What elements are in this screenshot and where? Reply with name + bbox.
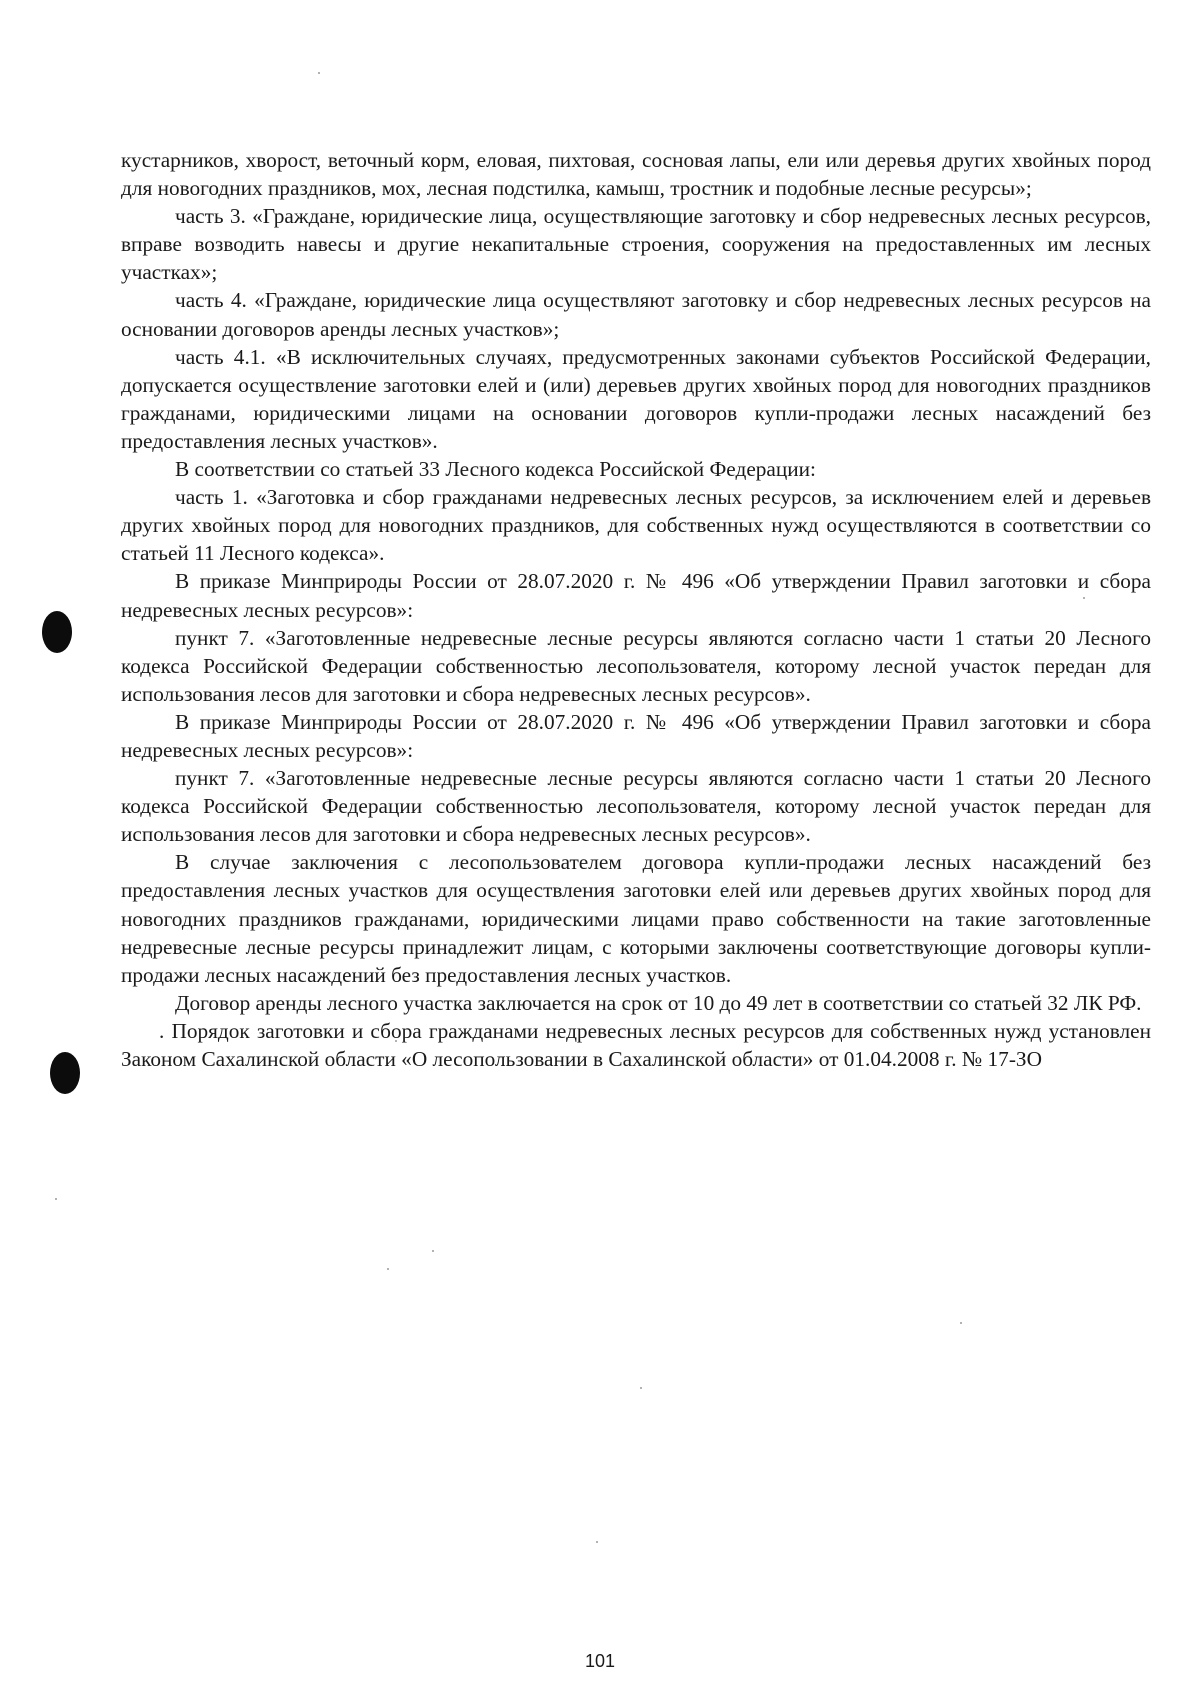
scan-speck [387,1268,389,1270]
punch-hole-mark [50,1052,80,1094]
paragraph: В приказе Минприроды России от 28.07.2020 г. № 496 «Об утверждении Правил заготовки и сбора недревесных лесных ресурсов»: [121,709,1151,762]
page-number: 101 [584,1651,616,1671]
scan-speck [596,1541,598,1543]
paragraph: В соответствии со статьей 33 Лесного кодекса Российской Федерации: [175,457,816,482]
paragraph: часть 1. «Заготовка и сбор гражданами недревесных лесных ресурсов, за исключением елей и деревьев других хвойных пород для новогодних праздников, для собственных нужд осуществляются в соответствии со статьей 11 Лесного кодекса». [121,485,1151,566]
paragraph: пункт 7. «Заготовленные недревесные лесные ресурсы являются согласно части 1 статьи 20 Лесного кодекса Российской Федерации собственностью лесопользователя, которому лесной участок передан для использования лесов для заготовки и сбора недревесных лесных ресурсов». [121,766,1151,847]
scan-speck [960,1322,962,1324]
scan-speck [640,1387,642,1389]
paragraph: часть 4. «Граждане, юридические лица осуществляют заготовку и сбор недревесных лесных ресурсов на основании договоров аренды лесных участков»; [121,288,1151,341]
paragraph: кустарников, хворост, веточный корм, еловая, пихтовая, сосновая лапы, ели или деревья других хвойных пород для новогодних праздников, мох, лесная подстилка, камыш, тростник и подобные лесные ресурсы»; [121,148,1151,201]
scan-speck [432,1250,434,1252]
paragraph: часть 4.1. «В исключительных случаях, предусмотренных законами субъектов Российской Федерации, допускается осуществление заготовки елей и (или) деревьев других хвойных пород для новогодних праздников гражданами, юридическими лицами на основании договоров купли-продажи лесных насаждений без предоставления лесных участков». [121,344,1151,453]
paragraph: В случае заключения с лесопользователем договора купли-продажи лесных насаждений без предоставления лесных участков для осуществления заготовки елей или деревьев других хвойных пород для новогодних праздников гражданами, юридическими лицами право собственности на такие заготовленные недревесные лесные ресурсы принадлежит лицам, с которыми заключены соответствующие договоры купли-продажи лесных насаждений без предоставления лесных участков. [121,850,1151,987]
body-text [121,146,1151,1073]
scan-speck [55,1198,57,1200]
paragraph: В приказе Минприроды России от 28.07.2020 г. № 496 «Об утверждении Правил заготовки и сбора недревесных лесных ресурсов»: [121,569,1151,622]
paragraph: . Порядок заготовки и сбора гражданами недревесных лесных ресурсов для собственных нужд установлен Законом Сахалинской области «О лесопользовании в Сахалинской области» от 01.04.2008 г. № 17-ЗО [121,1018,1151,1071]
paragraph: пункт 7. «Заготовленные недревесные лесные ресурсы являются согласно части 1 статьи 20 Лесного кодекса Российской Федерации собственностью лесопользователя, которому лесной участок передан для использования лесов для заготовки и сбора недревесных лесных ресурсов». [121,625,1151,706]
paragraph: Договор аренды лесного участка заключается на срок от 10 до 49 лет в соответствии со статьей 32 ЛК РФ. [175,990,1142,1015]
scan-speck [318,72,320,74]
paragraph: часть 3. «Граждане, юридические лица, осуществляющие заготовку и сбор недревесных лесных ресурсов, вправе возводить навесы и другие некапитальные строения, сооружения на предоставленных им лесных участках»; [121,204,1151,285]
punch-hole-mark [42,611,72,653]
